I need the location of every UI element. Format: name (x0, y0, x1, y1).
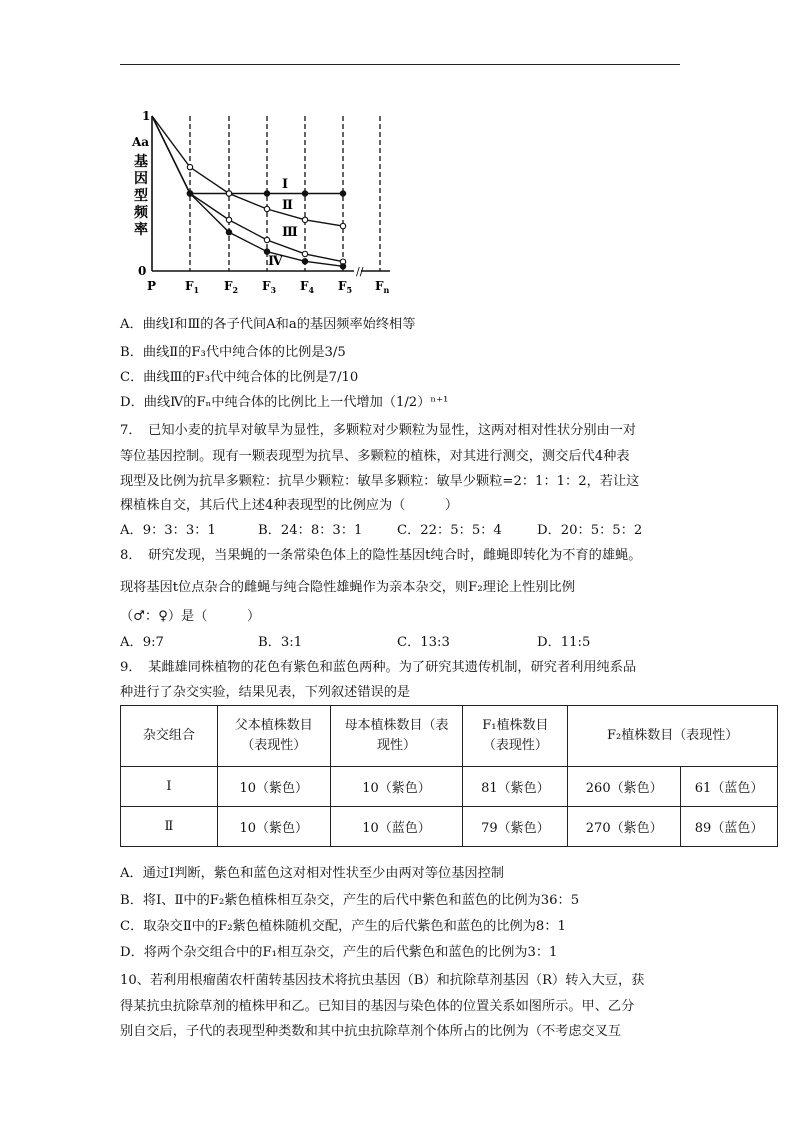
series-point (264, 206, 269, 211)
series-line-2 (152, 116, 343, 226)
table-cell: 79（紫色） (463, 807, 568, 847)
header-female-parent: 母本植株数目（表 现性） (330, 706, 463, 767)
series-point (340, 223, 345, 228)
x-tick-label: $F_3$ (262, 279, 277, 295)
table-cell: 10（蓝色） (330, 807, 463, 847)
y-axis-title-char: 频 (134, 205, 148, 221)
option-b: B．将Ⅰ、Ⅱ中的F₂紫色植株相互杂交，产生的后代中紫色和蓝色的比例为36：5 (120, 893, 580, 908)
header-cross-combination: 杂交组合 (121, 706, 218, 767)
table-row (121, 807, 778, 847)
series-point (340, 264, 345, 269)
option-b: B．3:1 (258, 635, 303, 650)
option-b: B．24：8：3：1 (258, 523, 363, 538)
option-c: C．取杂交Ⅱ中的F₂紫色植株随机交配，产生的后代紫色和蓝色的比例为8：1 (120, 919, 566, 934)
question-7-text: 等位基因控制。现有一颗表现型为抗旱、多颗粒的植株，对其进行测交，测交后代4种表 (120, 449, 630, 464)
curve-label: Ⅳ (268, 254, 283, 269)
y-top-label: 1 (142, 109, 151, 123)
series-point (226, 230, 231, 235)
y-axis-title-char: 率 (134, 222, 148, 238)
y-axis-title-char: 因 (134, 171, 148, 187)
table-cell: 260（紫色） (568, 767, 681, 807)
series-point (264, 237, 269, 242)
x-tick-label: P (147, 279, 157, 293)
series-point (302, 217, 307, 222)
option-d: D．11:5 (537, 635, 591, 650)
question-8-text: 8． 研究发现，当果蝇的一条常染色体上的隐性基因t纯合时，雌蝇即转化为不育的雄蝇。 (120, 548, 642, 563)
series-point (226, 191, 231, 196)
series-line-4 (152, 116, 343, 266)
question-10-text: 得某抗虫抗除草剂的植株甲和乙。已知目的基因与染色体的位置关系如图所示。甲、乙分 (120, 999, 635, 1014)
x-tick-label: $F_4$ (300, 279, 315, 295)
table-cell: Ⅰ (121, 767, 218, 807)
option-a: A．曲线Ⅰ和Ⅲ的各子代间A和a的基因频率始终相等 (120, 317, 416, 332)
y-axis-title-char: 型 (134, 188, 148, 204)
header-male-parent: 父本植株数目 （表现性） (217, 706, 330, 767)
option-c: C．22：5：5：4 (397, 523, 502, 538)
y-zero-label: 0 (138, 264, 147, 278)
table-cell: 10（紫色） (217, 807, 330, 847)
series-line-3 (152, 116, 343, 262)
header-f1: F₁植株数目 （表现性） (463, 706, 568, 767)
table-cell: 270（紫色） (568, 807, 681, 847)
axis-break-mark: // (356, 265, 364, 278)
series-point (264, 191, 269, 196)
option-c: C．13:3 (397, 635, 450, 650)
option-c: C．曲线Ⅲ的F₃代中纯合体的比例是7/10 (120, 370, 359, 385)
question-8-text: 现将基因t位点杂合的雌蝇与纯合隐性雄蝇作为亲本杂交，则F₂理论上性别比例 (120, 580, 575, 595)
table-row (121, 767, 778, 807)
curve-label: Ⅰ (282, 177, 289, 192)
series-point (302, 251, 307, 256)
series-point (187, 191, 192, 196)
series-point (187, 164, 192, 169)
option-a: A．通过Ⅰ判断，紫色和蓝色这对相对性状至少由两对等位基因控制 (120, 866, 504, 881)
table-cell: 81（紫色） (463, 767, 568, 807)
option-d: D．20：5：5：2 (537, 523, 643, 538)
question-10-text: 10、若利用根瘤菌农杆菌转基因技术将抗虫基因（B）和抗除草剂基因（R）转入大豆，获 (120, 973, 645, 988)
table-cell: 10（紫色） (217, 767, 330, 807)
question-10-text: 别自交后，子代的表现型种类数和其中抗虫抗除草剂个体所占的比例为（不考虑交叉互 (120, 1024, 622, 1039)
x-tick-label: $F_1$ (185, 279, 200, 295)
header-f2: F₂植株数目（表现性） (568, 706, 778, 767)
option-a: A．9：3：3：1 (120, 523, 216, 538)
question-9-text: 9． 某雌雄同株植物的花色有紫色和蓝色两种。为了研究其遗传机制，研究者利用纯系品 (120, 660, 637, 675)
table-cell: 61（蓝色） (681, 767, 778, 807)
question-7-text: 现型及比例为抗旱多颗粒：抗旱少颗粒：敏旱多颗粒：敏旱少颗粒=2：1：1：2，若让这 (120, 474, 640, 489)
y-axis-title-char: 基 (134, 154, 148, 170)
cross-results-table (120, 705, 778, 847)
table-header-row (121, 706, 778, 767)
option-d: D．将两个杂交组合中的F₁相互杂交，产生的后代紫色和蓝色的比例为3：1 (120, 945, 558, 960)
x-tick-label: $F_n$ (375, 279, 390, 295)
series-point (302, 259, 307, 264)
aa-genotype-frequency-chart (128, 108, 398, 298)
series-point (226, 217, 231, 222)
table-cell: 10（紫色） (330, 767, 463, 807)
x-tick-label: $F_2$ (224, 279, 239, 295)
table-cell: 89（蓝色） (681, 807, 778, 847)
option-d: D．曲线Ⅳ的Fₙ中纯合体的比例比上一代增加（1/2）ⁿ⁺¹ (120, 395, 449, 410)
y-axis-title-aa: Aa (132, 135, 150, 149)
series-point (340, 191, 345, 196)
top-rule (120, 64, 680, 65)
x-tick-label: $F_5$ (338, 279, 353, 295)
curve-label: Ⅲ (282, 225, 298, 240)
curve-label: Ⅱ (282, 198, 293, 213)
series-point (302, 191, 307, 196)
question-9-text: 种进行了杂交实验，结果见表，下列叙述错误的是 (120, 685, 411, 700)
table-cell: Ⅱ (121, 807, 218, 847)
question-7-text: 棵植株自交，其后代上述4种表现型的比例应为（ ） (120, 498, 459, 513)
question-8-text: （♂：♀）是（ ） (120, 609, 261, 624)
option-b: B．曲线Ⅱ的F₃代中纯合体的比例是3/5 (120, 345, 346, 360)
option-a: A．9:7 (120, 635, 164, 650)
question-7-text: 7． 已知小麦的抗旱对敏旱为显性，多颗粒对少颗粒为显性，这两对相对性状分别由一对 (120, 423, 637, 438)
